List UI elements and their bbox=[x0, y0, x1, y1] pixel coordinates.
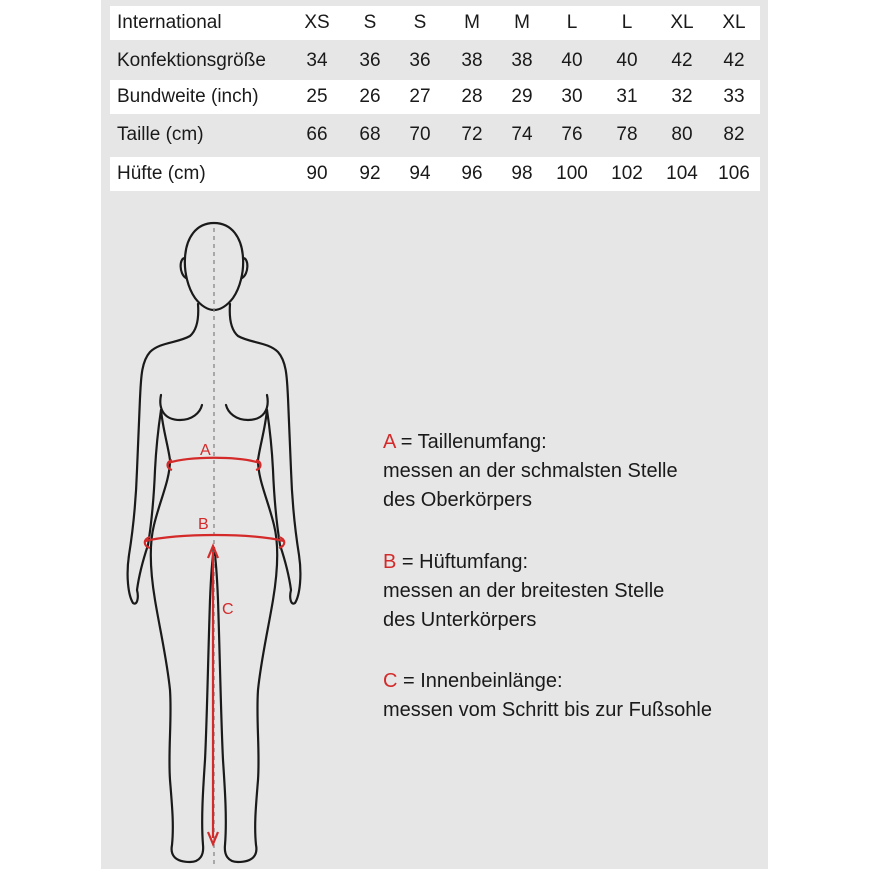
table-cell: XL bbox=[670, 12, 694, 33]
table-cell: 40 bbox=[616, 50, 638, 71]
table-cell: 36 bbox=[409, 50, 431, 71]
table-cell: 42 bbox=[671, 50, 693, 71]
legend-a-title: = Taillenumfang: bbox=[395, 431, 547, 453]
table-cell: S bbox=[413, 12, 427, 33]
table-cell: 98 bbox=[511, 163, 533, 184]
table-cell: 33 bbox=[723, 86, 745, 107]
table-cell: M bbox=[464, 12, 480, 33]
table-cell: 40 bbox=[561, 50, 583, 71]
table-cell: 96 bbox=[461, 163, 483, 184]
table-cell: 78 bbox=[616, 124, 638, 145]
row-label: Taille (cm) bbox=[117, 124, 204, 145]
legend-c-line1: messen vom Schritt bis zur Fußsohle bbox=[383, 699, 712, 721]
table-cell: 102 bbox=[611, 163, 643, 184]
table-cell: 90 bbox=[306, 163, 328, 184]
table-cell: 74 bbox=[511, 124, 533, 145]
row-label: Konfektionsgröße bbox=[117, 50, 266, 71]
table-cell: 30 bbox=[561, 86, 583, 107]
table-cell: 82 bbox=[723, 124, 745, 145]
row-label: Bundweite (inch) bbox=[117, 86, 259, 107]
table-cell: 70 bbox=[409, 124, 431, 145]
breast-left bbox=[160, 395, 202, 420]
label-c: C bbox=[222, 601, 234, 618]
table-cell: L bbox=[621, 12, 633, 33]
table-cell: 28 bbox=[461, 86, 483, 107]
body-outline-figure bbox=[101, 200, 341, 869]
table-cell: 32 bbox=[671, 86, 693, 107]
label-a: A bbox=[200, 442, 211, 459]
legend-b-title: = Hüftumfang: bbox=[396, 551, 529, 573]
table-cell: 34 bbox=[306, 50, 328, 71]
table-cell: 68 bbox=[359, 124, 381, 145]
legend-c-title: = Innenbeinlänge: bbox=[397, 670, 563, 692]
legend-b-key: B bbox=[383, 551, 397, 573]
table-cell: 80 bbox=[671, 124, 693, 145]
torso-left bbox=[151, 410, 214, 862]
row-label: Hüfte (cm) bbox=[117, 163, 206, 184]
table-cell: 66 bbox=[306, 124, 328, 145]
table-row-konfektion bbox=[110, 44, 760, 78]
table-cell: 29 bbox=[511, 86, 533, 107]
legend-b bbox=[383, 548, 664, 635]
legend-c-key: C bbox=[383, 670, 398, 692]
table-row-bundweite bbox=[110, 80, 760, 114]
table-cell: L bbox=[566, 12, 578, 33]
table-cell: 72 bbox=[461, 124, 483, 145]
table-cell: 27 bbox=[409, 86, 431, 107]
legend-b-line2: des Unterkörpers bbox=[383, 609, 537, 631]
table-cell: 104 bbox=[666, 163, 698, 184]
legend-a bbox=[383, 428, 678, 515]
table-cell: 26 bbox=[359, 86, 381, 107]
table-cell: XS bbox=[304, 12, 330, 33]
body-right-outline bbox=[230, 304, 301, 604]
table-cell: 42 bbox=[723, 50, 745, 71]
table-cell: 38 bbox=[461, 50, 483, 71]
torso-right bbox=[214, 410, 277, 862]
table-row-international bbox=[110, 6, 760, 40]
table-cell: M bbox=[514, 12, 530, 33]
table-cell: S bbox=[363, 12, 377, 33]
table-cell: 92 bbox=[359, 163, 381, 184]
table-cell: 31 bbox=[616, 86, 638, 107]
legend-c bbox=[383, 667, 712, 725]
table-cell: XL bbox=[722, 12, 746, 33]
table-cell: 100 bbox=[556, 163, 588, 184]
table-cell: 38 bbox=[511, 50, 533, 71]
table-cell: 94 bbox=[409, 163, 431, 184]
legend-b-line1: messen an der breitesten Stelle bbox=[383, 580, 665, 602]
table-cell: 76 bbox=[561, 124, 583, 145]
table-row-huefte bbox=[110, 157, 760, 191]
legend-a-key: A bbox=[383, 431, 396, 453]
table-cell: 36 bbox=[359, 50, 381, 71]
body-left-outline bbox=[128, 304, 199, 604]
row-label: International bbox=[117, 12, 222, 33]
table-row-taille bbox=[110, 118, 760, 152]
legend-a-line1: messen an der schmalsten Stelle bbox=[383, 460, 678, 482]
table-cell: 106 bbox=[718, 163, 750, 184]
breast-right bbox=[226, 395, 268, 420]
legend-a-line2: des Oberkörpers bbox=[383, 489, 532, 511]
label-b: B bbox=[198, 516, 209, 533]
table-cell: 25 bbox=[306, 86, 328, 107]
